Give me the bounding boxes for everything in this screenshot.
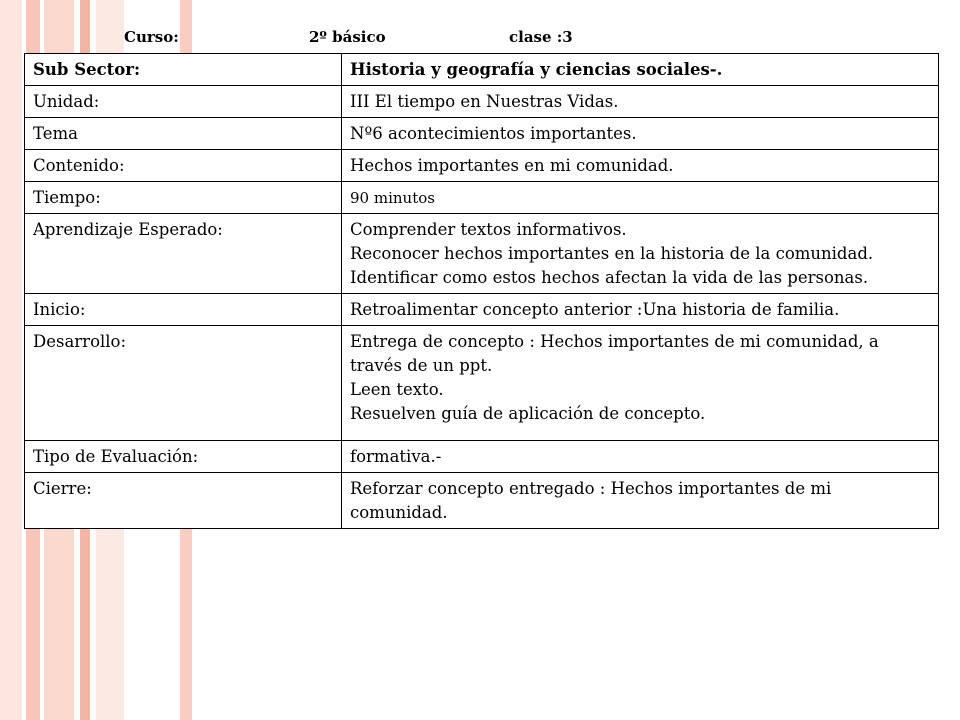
table-row-tiempo — [25, 182, 939, 214]
value-line: Leen texto. — [350, 380, 444, 399]
row-value: Reforzar concepto entregado : Hechos importantes de mi comunidad. — [342, 473, 939, 529]
curso-label: Curso: — [124, 28, 179, 46]
table-row-contenido — [25, 150, 939, 182]
row-label: Inicio: — [25, 294, 342, 326]
table-row-unidad — [25, 86, 939, 118]
value-line: Identificar como estos hechos afectan la vida de las personas. — [350, 268, 869, 287]
row-label: Desarrollo: — [25, 326, 342, 441]
table-row-desarrollo — [25, 326, 939, 441]
row-value: formativa.- — [342, 441, 939, 473]
row-value — [342, 326, 939, 441]
row-value: 90 minutos — [342, 182, 939, 214]
table-row-evaluacion — [25, 441, 939, 473]
table-row-inicio — [25, 294, 939, 326]
value-line: Reconocer hechos importantes en la historia de la comunidad. — [350, 244, 874, 263]
value-line: Comprender textos informativos. — [350, 220, 627, 239]
row-label: Unidad: — [25, 86, 342, 118]
row-label: Sub Sector: — [25, 54, 342, 86]
row-label: Tipo de Evaluación: — [25, 441, 342, 473]
row-label: Tema — [25, 118, 342, 150]
lesson-plan-table — [24, 53, 939, 529]
value-line: Resuelven guía de aplicación de concepto. — [350, 404, 706, 423]
row-value: III El tiempo en Nuestras Vidas. — [342, 86, 939, 118]
row-value: Nº6 acontecimientos importantes. — [342, 118, 939, 150]
decorative-stripe — [0, 0, 22, 720]
course-header — [124, 28, 824, 48]
row-value: Historia y geografía y ciencias sociales-. — [342, 54, 939, 86]
table-row-tema — [25, 118, 939, 150]
row-label: Contenido: — [25, 150, 342, 182]
table-row-aprendizaje — [25, 214, 939, 294]
grade-value: 2º básico — [309, 28, 386, 46]
row-label: Tiempo: — [25, 182, 342, 214]
row-value: Hechos importantes en mi comunidad. — [342, 150, 939, 182]
value-line: Entrega de concepto : Hechos importantes de mi comunidad, a través de un ppt. — [350, 332, 879, 375]
row-label: Cierre: — [25, 473, 342, 529]
row-value — [342, 214, 939, 294]
row-value: Retroalimentar concepto anterior :Una historia de familia. — [342, 294, 939, 326]
clase-value: clase :3 — [509, 28, 573, 46]
row-label: Aprendizaje Esperado: — [25, 214, 342, 294]
table-row-sub-sector — [25, 54, 939, 86]
table-row-cierre — [25, 473, 939, 529]
